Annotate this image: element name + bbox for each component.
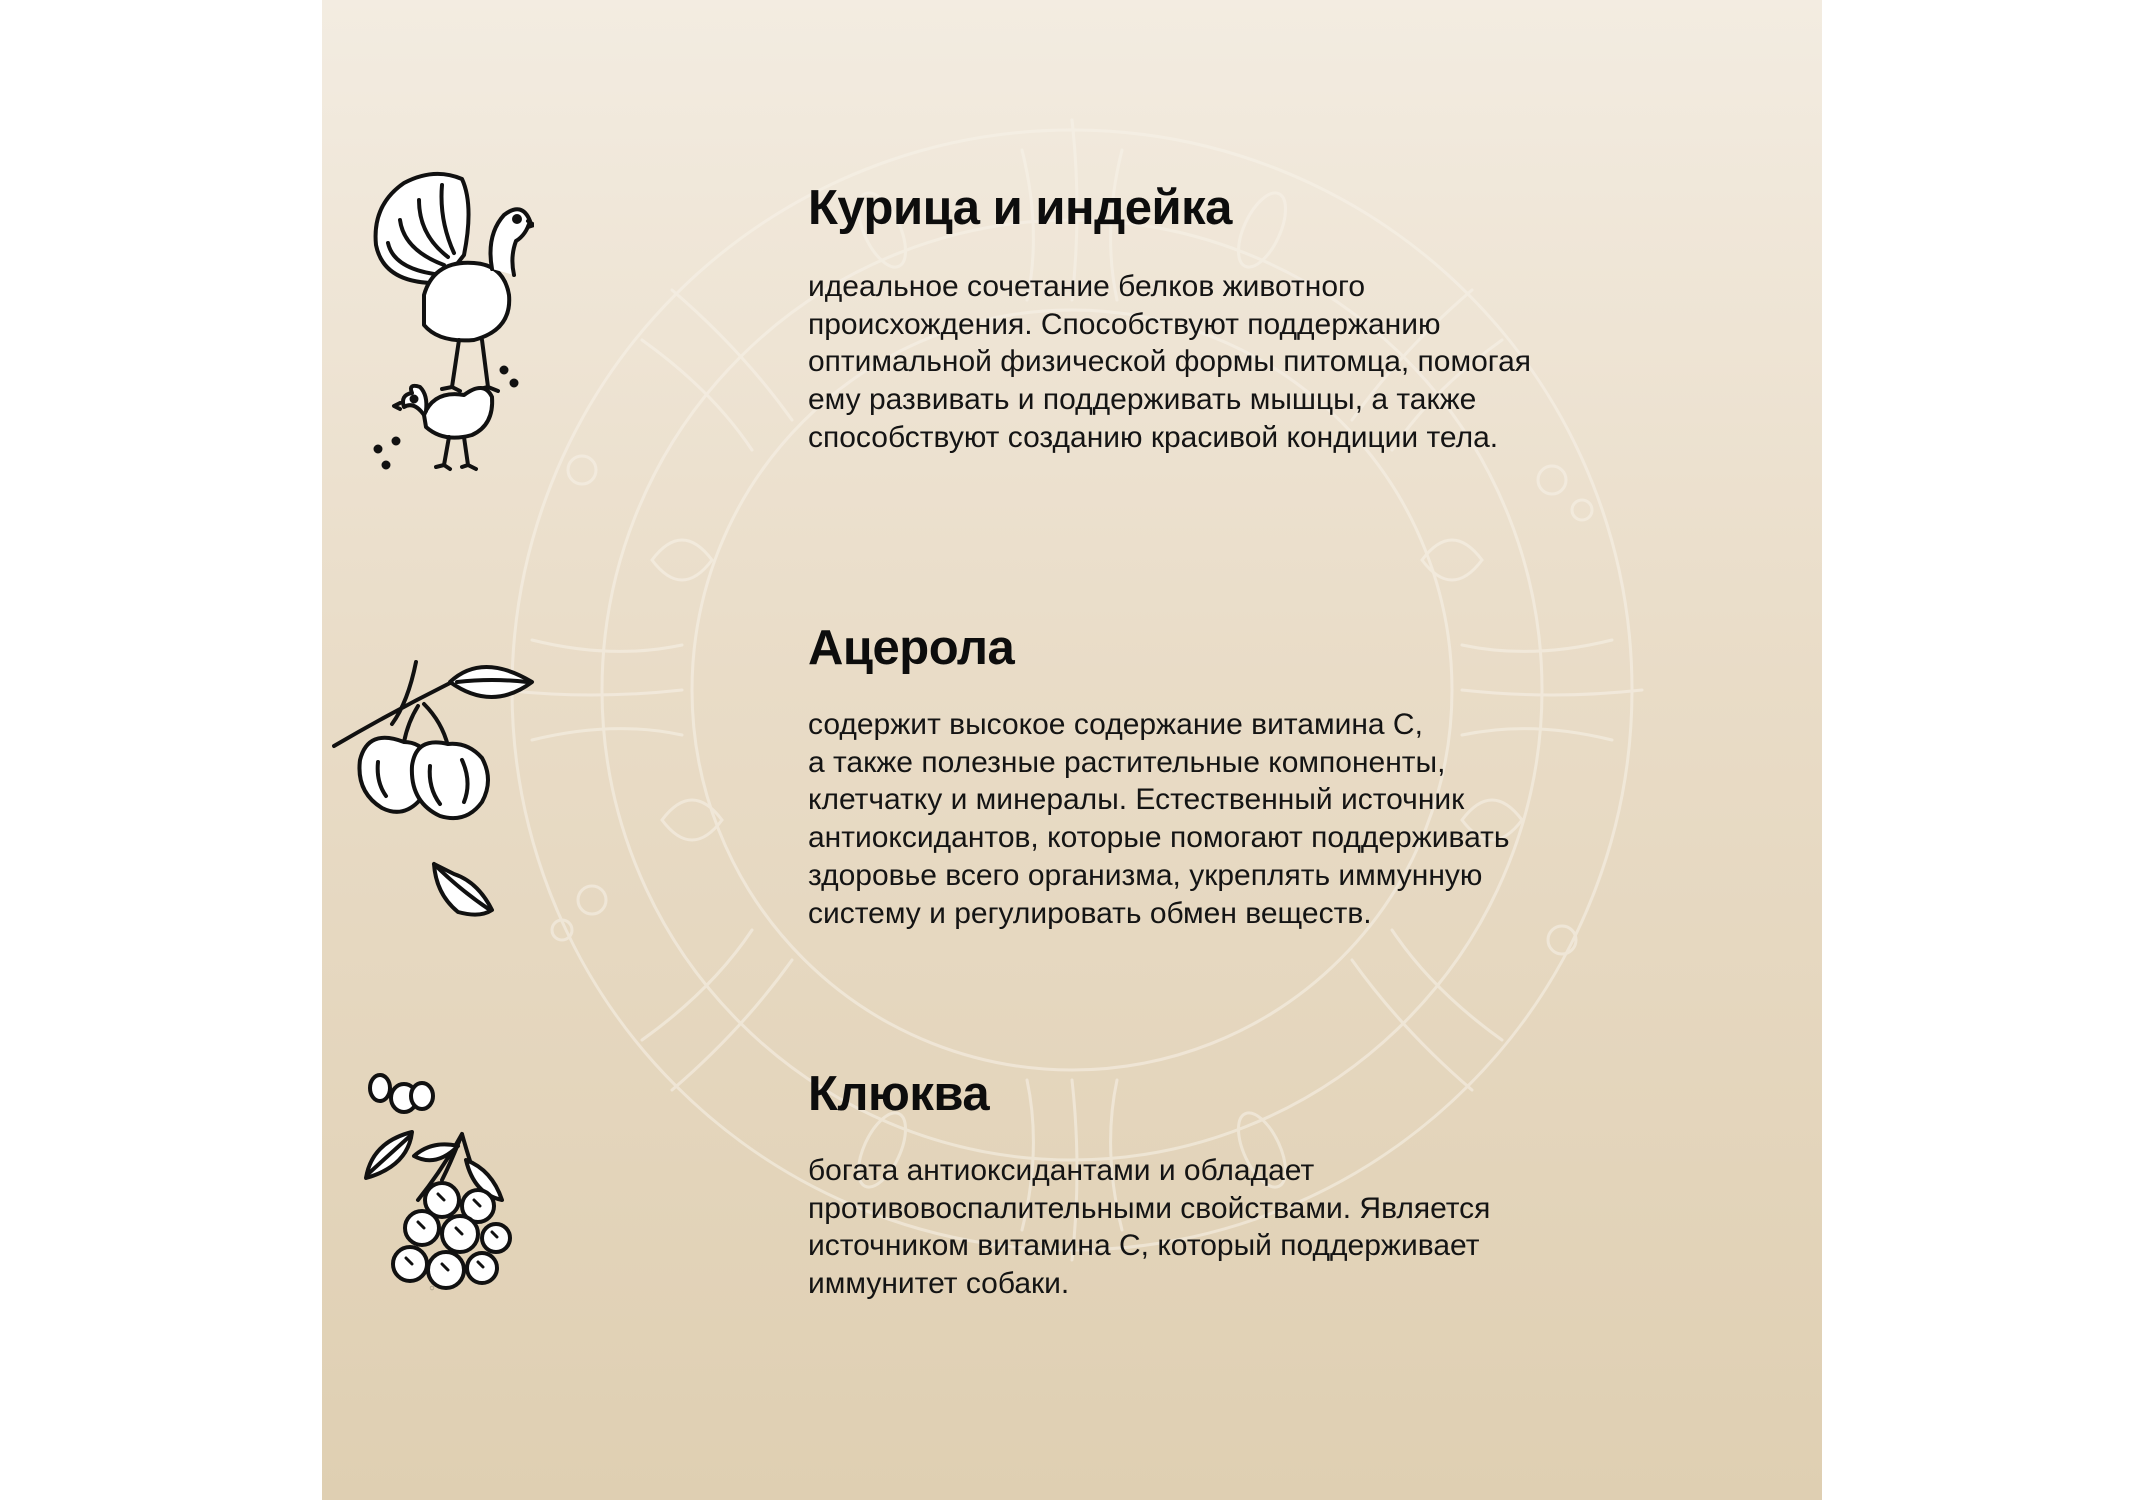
ingredient-description xyxy=(808,268,1688,457)
description-line: антиоксидантов, которые помогают поддерживать xyxy=(808,821,1510,855)
description-line: способствуют созданию красивой кондиции тела. xyxy=(808,420,1499,454)
description-line: противовоспалительными свойствами. Является xyxy=(808,1191,1491,1225)
ingredient-description xyxy=(808,706,1688,932)
ingredient-title: Курица и индейка xyxy=(808,181,1232,235)
ingredient-title: Ацерола xyxy=(808,621,1015,675)
description-line: клетчатку и минералы. Естественный источник xyxy=(808,783,1465,817)
description-line: здоровье всего организма, укреплять иммунную xyxy=(808,858,1483,892)
ingredient-title: Клюква xyxy=(808,1067,990,1121)
description-line: происхождения. Способствуют поддержанию xyxy=(808,307,1441,341)
description-line: иммунитет собаки. xyxy=(808,1267,1070,1301)
turkey-and-chicken-icon xyxy=(364,165,534,475)
acerola-cherry-icon xyxy=(332,642,552,932)
description-line: ему развивать и поддерживать мышцы, а также xyxy=(808,383,1477,417)
cranberry-icon xyxy=(362,1070,542,1300)
description-line: источником витамина С, который поддерживает xyxy=(808,1229,1480,1263)
description-line: систему и регулировать обмен веществ. xyxy=(808,896,1372,930)
ingredient-description xyxy=(808,1152,1688,1303)
description-line: оптимальной физической формы питомца, помогая xyxy=(808,345,1532,379)
description-line: богата антиоксидантами и обладает xyxy=(808,1154,1315,1187)
description-line: идеальное сочетание белков животного xyxy=(808,270,1366,303)
description-line: содержит высокое содержание витамина С, xyxy=(808,708,1423,741)
ingredients-panel xyxy=(322,0,1822,1500)
description-line: а также полезные растительные компоненты, xyxy=(808,745,1446,779)
